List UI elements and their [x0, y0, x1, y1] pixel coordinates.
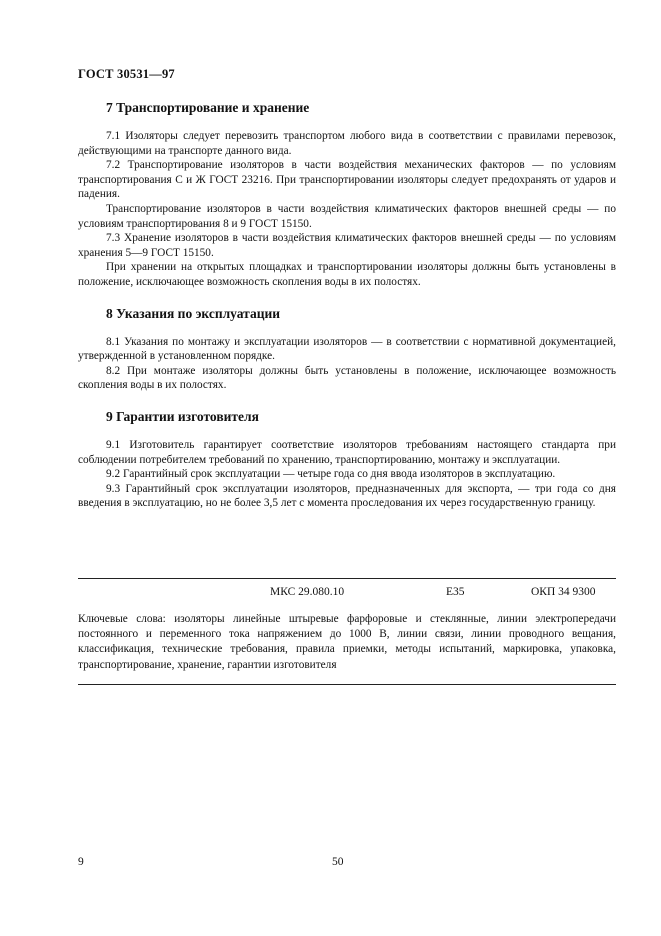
document-header: ГОСТ 30531—97 [78, 67, 175, 81]
mks-code: МКС 29.080.10 [270, 586, 345, 598]
paragraph-8-2: 8.2 При монтаже изоляторы должны быть установлены в положение, исключающее возможность скопления воды в их полостях. [78, 364, 616, 392]
paragraph-8-1: 8.1 Указания по монтажу и эксплуатации изоляторов — в соответствии с нормативной документацией, утвержденной в установленном порядке. [78, 335, 616, 363]
section-title-8: 8 Указания по эксплуатации [106, 305, 281, 321]
paragraph-9-1: 9.1 Изготовитель гарантирует соответствие изоляторов требованиям настоящего стандарта при соблюдении потребителем требований по хранению, транспортированию, монтажу и эксплуатации. [78, 438, 616, 466]
e-code: Е35 [446, 586, 465, 598]
paragraph-7-3-storage: При хранении на открытых площадках и транспортировании изоляторы должны быть установлены в положение, исключающее возможность скопления воды в их полостях. [78, 261, 616, 288]
document-body [78, 100, 616, 511]
paragraph-7-3: 7.3 Хранение изоляторов в части воздействия климатических факторов внешней среды — по условиям хранения 5—9 ГОСТ 15150. [78, 232, 616, 259]
paragraph-9-2: 9.2 Гарантийный срок эксплуатации — четыре года со дня ввода изоляторов в эксплуатацию. [106, 468, 556, 481]
page-number: 50 [332, 856, 344, 868]
footer-left-number: 9 [78, 856, 84, 868]
section-title-7: 7 Транспортирование и хранение [106, 100, 310, 115]
paragraph-7-2-climatic: Транспортирование изоляторов в части воздействия климатических факторов внешней среды — по условиям транспортирования 8 и 9 ГОСТ 15150. [78, 202, 616, 230]
paragraph-7-2: 7.2 Транспортирование изоляторов в части воздействия механических факторов — по условиям транспортирования С и Ж ГОСТ 23216. При транспортировании изоляторы следует предохранять от ударов и падения. [78, 159, 616, 201]
divider-top [78, 578, 616, 579]
keywords-text: Ключевые слова: изоляторы линейные штыревые фарфоровые и стеклянные, линии электропередачи постоянного и переменного тока напряжением до 1000 В, линии связи, линии проводного вещания, классификация, технические требования, правила приемки, методы испытаний, маркировка, упаковка, транспортирование, хранение, гарантии изготовителя [78, 613, 616, 671]
paragraph-9-3: 9.3 Гарантийный срок эксплуатации изоляторов, предназначенных для экспорта, — три года со дня введения в эксплуатацию, но не более 3,5 лет с момента проследования их через государственную границу. [78, 482, 616, 510]
divider-bottom [78, 684, 616, 685]
paragraph-7-1: 7.1 Изоляторы следует перевозить транспортом любого вида в соответствии с правилами перевозок, действующими на транспорте данного вида. [78, 130, 616, 157]
section-title-9: 9 Гарантии изготовителя [106, 408, 259, 424]
okp-code: ОКП 34 9300 [531, 586, 596, 598]
